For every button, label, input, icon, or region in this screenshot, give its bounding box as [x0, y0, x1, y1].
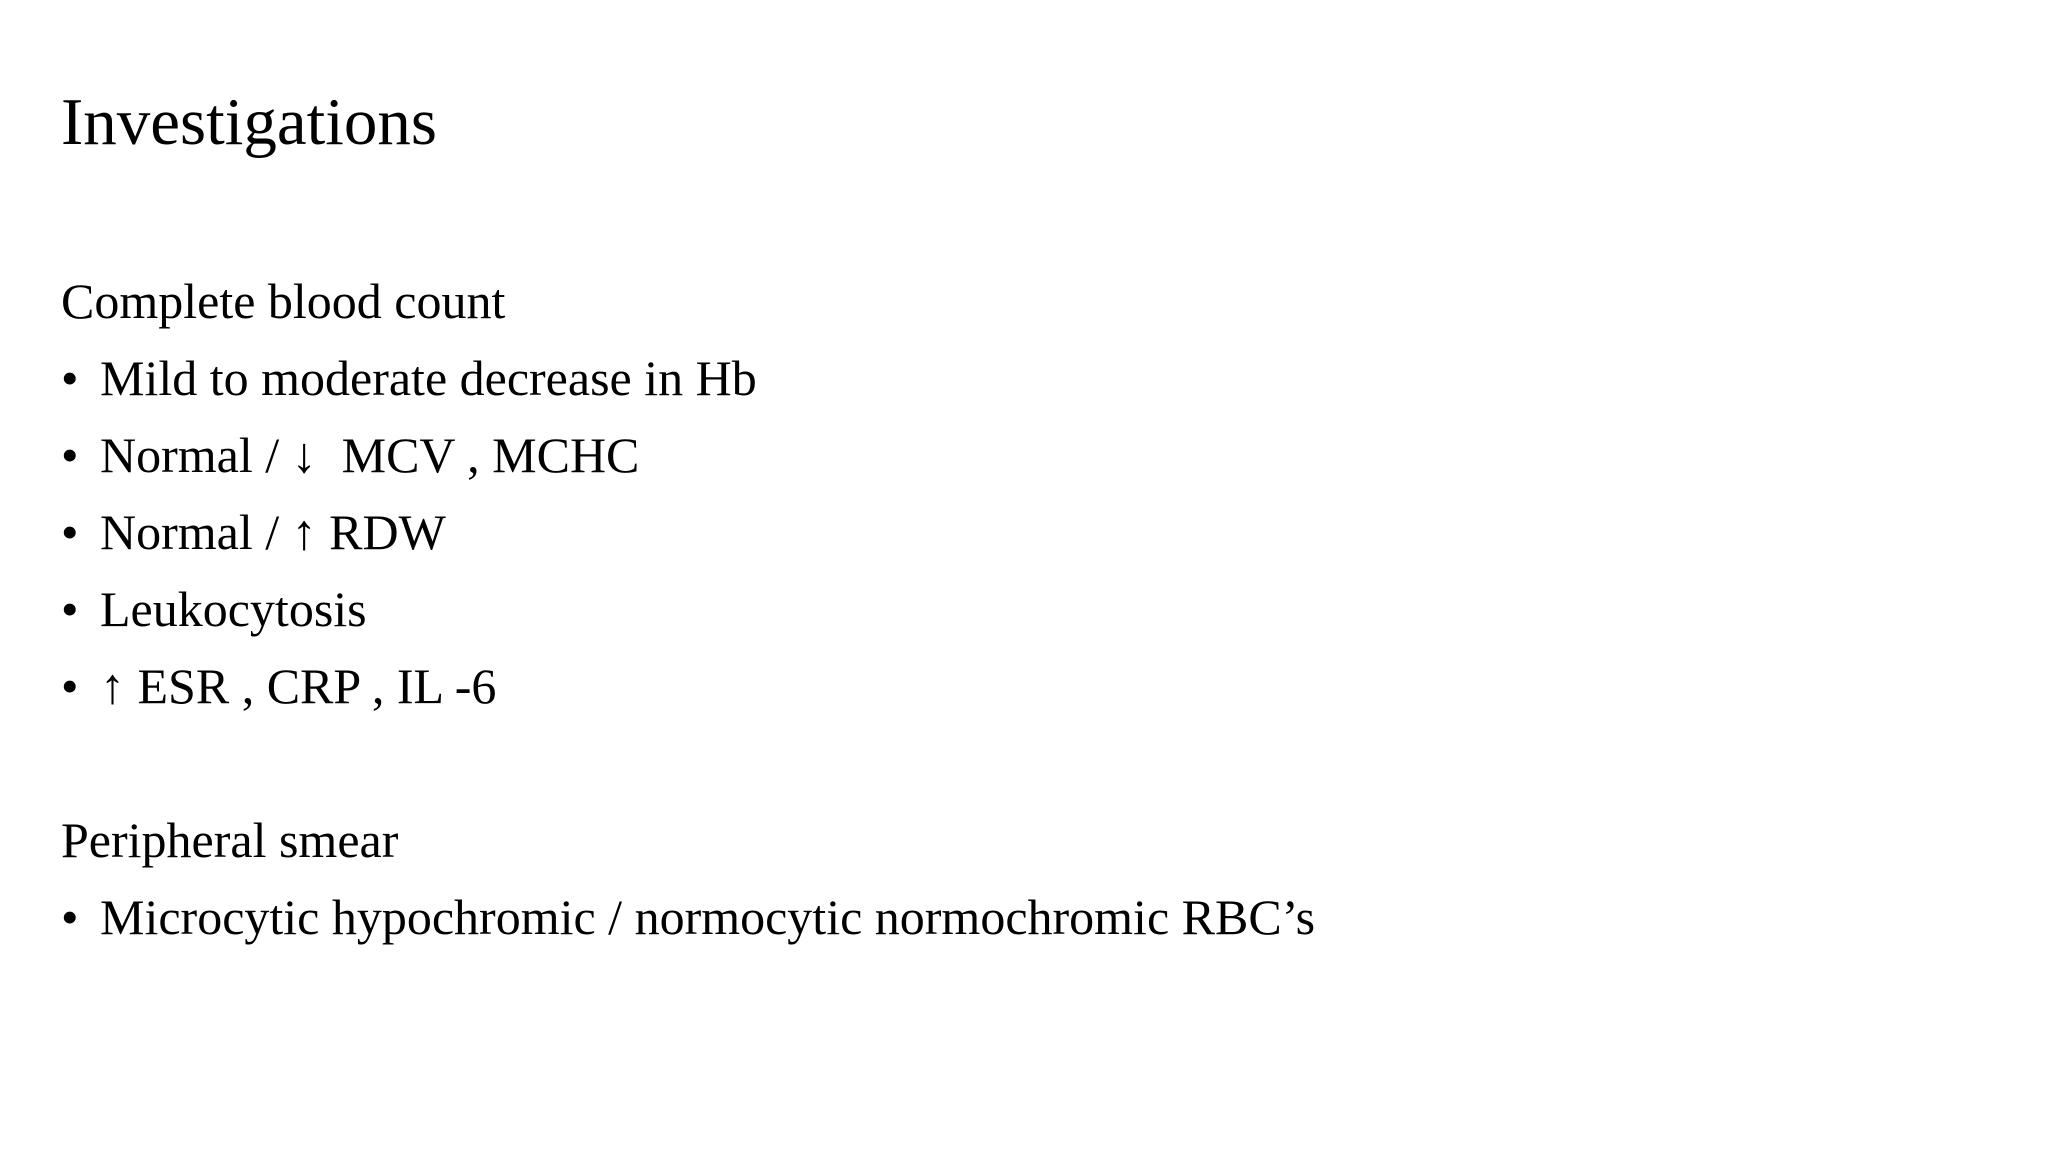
bullet-list [61, 340, 757, 725]
bullet-icon: • [61, 427, 79, 483]
list-item-text: Normal / ↓ MCV , MCHC [100, 427, 640, 483]
list-item [61, 879, 1315, 956]
bullet-list [61, 879, 1315, 956]
list-item [61, 571, 757, 648]
bullet-icon: • [61, 350, 79, 406]
list-item-text: Mild to moderate decrease in Hb [100, 350, 757, 406]
list-item-text: Normal / ↑ RDW [100, 504, 446, 560]
list-item [61, 494, 757, 571]
section-heading: Peripheral smear [61, 812, 399, 868]
list-item [61, 648, 757, 725]
section-complete-blood-count [61, 263, 757, 725]
bullet-icon: • [61, 889, 79, 945]
list-item [61, 417, 757, 494]
list-item-text: ↑ ESR , CRP , IL -6 [100, 658, 497, 714]
list-item-text: Leukocytosis [100, 581, 367, 637]
section-peripheral-smear [61, 802, 1315, 956]
section-heading: Complete blood count [61, 273, 506, 329]
slide-title: Investigations [61, 85, 437, 159]
bullet-icon: • [61, 581, 79, 637]
list-item-text: Microcytic hypochromic / normocytic normochromic RBC’s [100, 889, 1316, 945]
bullet-icon: • [61, 504, 79, 560]
bullet-icon: • [61, 658, 79, 714]
list-item [61, 340, 757, 417]
